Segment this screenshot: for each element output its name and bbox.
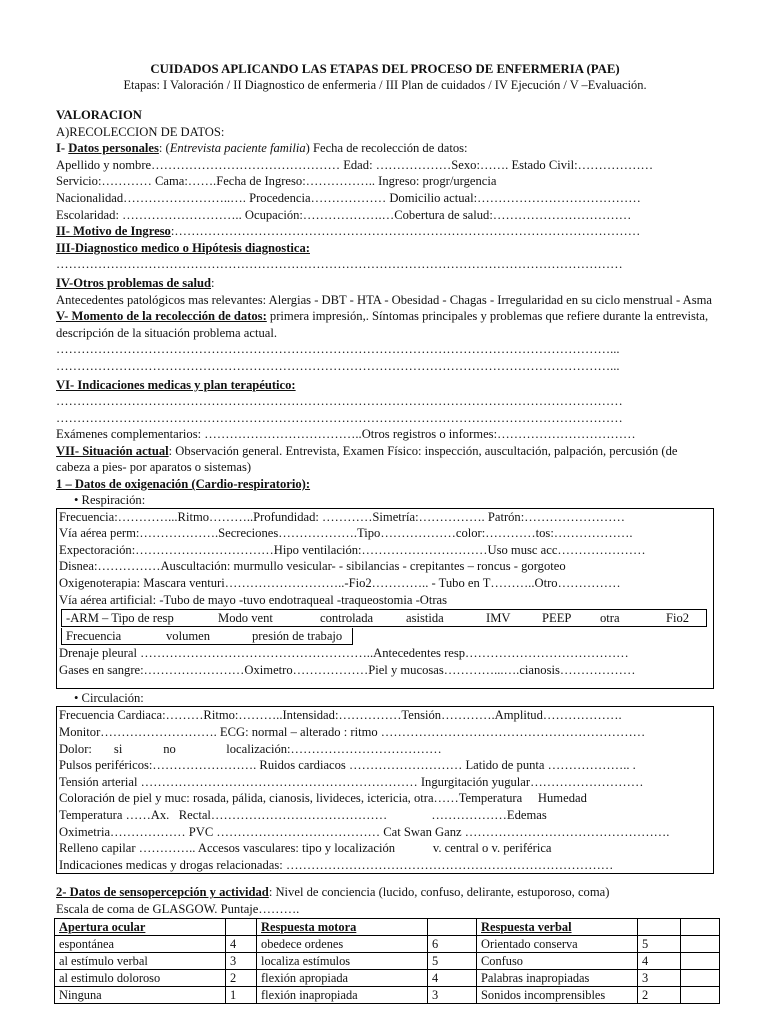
table-row — [55, 969, 720, 986]
arm-item: -ARM – Tipo de resp — [66, 611, 174, 626]
punctuation: : ( — [158, 141, 170, 156]
table-row — [55, 952, 720, 969]
table-cell: 6 — [428, 935, 477, 952]
dotted-field: :………………………………………………………………………………………………… — [170, 224, 641, 239]
form-line: Oximetria……………… PVC ………………………………… Cat Swan Ganz …………………………………………. — [59, 824, 670, 839]
form-line: Gases en sangre:……………………Oximetro………………Piel y mucosas…………...….cianosis……………… — [59, 662, 636, 677]
antecedentes-text: Antecedentes patológicos mas relevantes: Alergias - DBT - HTA - Obesidad - Chagas - Irregularidad en su ciclo menstrual - Asma — [56, 292, 713, 307]
section-text: primera impresión,. Síntomas principales y problemas que refiere durante la entrevista, descripción de la situación problema actual. — [56, 309, 709, 340]
diagnostico-heading: III-Diagnostico medico o Hipótesis diagnostica: — [56, 240, 310, 255]
section-title: II- Motivo de Ingreso — [56, 224, 171, 239]
table-cell: 3 — [226, 952, 257, 969]
circulacion-box — [56, 706, 714, 874]
form-line: Escolaridad: ……………………….. Ocupación:……………….…Cobertura de salud:…………………………… — [56, 207, 632, 222]
table-header: Respuesta motora — [257, 918, 428, 935]
document-subtitle: Etapas: I Valoración / II Diagnostico de enfermeria / III Plan de cuidados / IV Ejecución / V –Evaluación. — [123, 78, 647, 92]
form-line: Nacionalidad……………………..…. Procedencia……………… Domicilio actual:………………………………… — [56, 190, 641, 205]
table-header — [428, 918, 477, 935]
form-line: Tensión arterial ………………………………………………………… Ingurgitación yugular……………………… — [59, 774, 644, 789]
table-cell: obedece ordenes — [257, 935, 428, 952]
section-title: 2- Datos de sensopercepción y actividad — [56, 885, 269, 900]
form-line: Dolor: si no localización:……………………………… — [59, 741, 442, 756]
section-rest: ) Fecha de recolección de datos: — [305, 141, 468, 156]
section-title: VII- Situación actual — [56, 443, 169, 458]
table-cell — [681, 969, 720, 986]
arm-item: IMV — [486, 611, 511, 626]
form-line: Indicaciones medicas y drogas relacionadas: …………………………………………………………………… — [59, 857, 614, 872]
sensopercepcion-paragraph — [56, 884, 714, 901]
glasgow-table — [54, 918, 720, 1004]
form-line: Monitor………………………. ECG: normal – alterado : ritmo ……………………………………………………… — [59, 725, 646, 739]
otros-problemas-heading — [56, 275, 714, 292]
recoleccion-heading: A)RECOLECCION DE DATOS: — [56, 124, 225, 139]
arm-item: controlada — [320, 611, 374, 626]
table-cell: Ninguna — [55, 986, 226, 1003]
dotted-field: ……………………………………………………………………………………………………………………… — [56, 410, 623, 425]
table-row — [55, 935, 720, 952]
table-cell: Orientado conserva — [477, 935, 638, 952]
form-line: Vía aérea perm:……………….Secreciones……………….Tipo………………color:…………tos:………………. — [59, 526, 633, 541]
table-cell: al estimulo doloroso — [55, 969, 226, 986]
table-cell — [681, 952, 720, 969]
form-line: Relleno capilar ………….. Accesos vasculares: tipo y localización v. central o v. periférica — [59, 841, 552, 856]
dotted-field: ……………………………………………………………………………………………………………………... — [56, 358, 620, 373]
table-header-row — [55, 918, 720, 935]
situacion-actual-paragraph — [56, 443, 714, 476]
table-header — [226, 918, 257, 935]
arm-item: otra — [600, 611, 620, 626]
table-cell: flexión inapropiada — [257, 986, 428, 1003]
motivo-ingreso-line — [56, 223, 714, 240]
form-line: Expectoración:……………………………Hipo ventilación:…………………………Uso musc acc………………… — [59, 542, 646, 557]
section-title: IV-Otros problemas de salud — [56, 275, 211, 290]
glasgow-line: Escala de coma de GLASGOW. Puntaje………. — [56, 901, 300, 916]
respiracion-label: • Respiración: — [74, 492, 146, 507]
table-cell: localiza estímulos — [257, 952, 428, 969]
oxigenacion-heading: 1 – Datos de oxigenación (Cardio-respiratorio): — [56, 477, 311, 492]
arm-item: PEEP — [542, 611, 572, 626]
form-line: Disnea:……………Auscultación: murmullo vesicular- - sibilancias - crepitantes – roncus - gorgoteo — [59, 559, 566, 574]
examenes-line: Exámenes complementarios: ………………………………..Otros registros o informes:…………………………… — [56, 427, 636, 442]
document-page — [56, 62, 714, 1004]
form-line: Servicio:………… Cama:…….Fecha de Ingreso:…………….. Ingreso: progr/urgencia — [56, 174, 497, 189]
form-line: Oxigenoterapia: Mascara venturi………………………..-Fio2………….. - Tubo en T………..Otro…………… — [59, 576, 621, 591]
table-cell: 3 — [428, 986, 477, 1003]
table-cell: Palabras inapropiadas — [477, 969, 638, 986]
datos-personales-heading — [56, 140, 714, 157]
form-line: Vía aérea artificial: -Tubo de mayo -tuvo endotraqueal -traqueostomia -Otras — [59, 592, 448, 607]
punctuation: : — [211, 275, 215, 290]
table-cell: 5 — [638, 935, 681, 952]
momento-recoleccion-paragraph — [56, 308, 714, 341]
italic-note: Entrevista paciente familia — [169, 141, 306, 156]
table-cell: 5 — [428, 952, 477, 969]
circulacion-label: • Circulación: — [74, 691, 144, 706]
indicaciones-heading: VI- Indicaciones medicas y plan terapéutico: — [56, 377, 296, 392]
dotted-field: ……………………………………………………………………………………………………………………... — [56, 342, 620, 357]
punctuation: : — [168, 443, 173, 458]
table-cell: Confuso — [477, 952, 638, 969]
arm-item: presión de trabajo — [252, 629, 343, 644]
table-header: Apertura ocular — [55, 918, 226, 935]
table-cell: 2 — [638, 986, 681, 1003]
arm-item: Frecuencia — [66, 629, 122, 644]
table-cell: 1 — [226, 986, 257, 1003]
arm-item: Fio2 — [666, 611, 690, 626]
arm-item: asistida — [406, 611, 444, 626]
table-cell — [681, 935, 720, 952]
table-header: Respuesta verbal — [477, 918, 638, 935]
arm-item: volumen — [166, 629, 211, 644]
form-line: Pulsos periféricos:……………………. Ruidos cardiacos ……………………… Latido de punta ……………….. . — [59, 758, 636, 773]
respiracion-box — [56, 508, 714, 690]
arm-box — [61, 609, 707, 627]
arm-sub-box — [61, 628, 353, 645]
table-row — [55, 986, 720, 1003]
valoracion-heading: VALORACION — [56, 108, 142, 122]
table-cell: Sonidos incomprensibles — [477, 986, 638, 1003]
table-cell — [681, 986, 720, 1003]
dotted-field: ……………………………………………………………………………………………………………………… — [56, 394, 623, 409]
dotted-field: ……………………………………………………………………………………………………………………… — [56, 257, 623, 272]
document-title: CUIDADOS APLICANDO LAS ETAPAS DEL PROCESO DE ENFERMERIA (PAE) — [150, 62, 620, 76]
table-cell: al estímulo verbal — [55, 952, 226, 969]
table-header — [681, 918, 720, 935]
table-header — [638, 918, 681, 935]
section-title: V- Momento de la recolección de datos: — [56, 309, 267, 324]
section-number: I- — [56, 141, 66, 156]
table-cell: 4 — [638, 952, 681, 969]
section-title: Datos personales — [68, 141, 159, 156]
table-cell: 3 — [638, 969, 681, 986]
arm-item: Modo vent — [218, 611, 273, 626]
form-line: Temperatura ……Ax. Rectal…………………………………… ………………Edemas — [59, 807, 547, 822]
table-cell: flexión apropiada — [257, 969, 428, 986]
form-line: Drenaje pleural ………………………………………………..Antecedentes resp………………………………… — [59, 646, 629, 661]
form-line: Apellido y nombre……………………………………… Edad: ………………Sexo:……. Estado Civil:……………… — [56, 157, 654, 172]
form-line: Frecuencia:…………...Ritmo………..Profundidad: …………Simetría:……………. Patrón:…………………… — [59, 509, 625, 524]
table-cell: 2 — [226, 969, 257, 986]
table-cell: espontánea — [55, 935, 226, 952]
table-cell: 4 — [226, 935, 257, 952]
section-text: : Nivel de conciencia (lucido, confuso, delirante, estuporoso, coma) — [268, 885, 610, 900]
section-text: Observación general. Entrevista, Examen Físico: inspección, auscultación, palpación, percusión (de cabeza a pies- por aparatos o sistemas) — [56, 443, 678, 475]
form-line: Coloración de piel y muc: rosada, pálida, cianosis, livideces, ictericia, otra……Temperatura Humedad — [59, 791, 587, 806]
table-cell: 4 — [428, 969, 477, 986]
form-line: Frecuencia Cardiaca:………Ritmo:………..Intensidad:……………Tensión………….Amplitud………………. — [59, 708, 622, 723]
